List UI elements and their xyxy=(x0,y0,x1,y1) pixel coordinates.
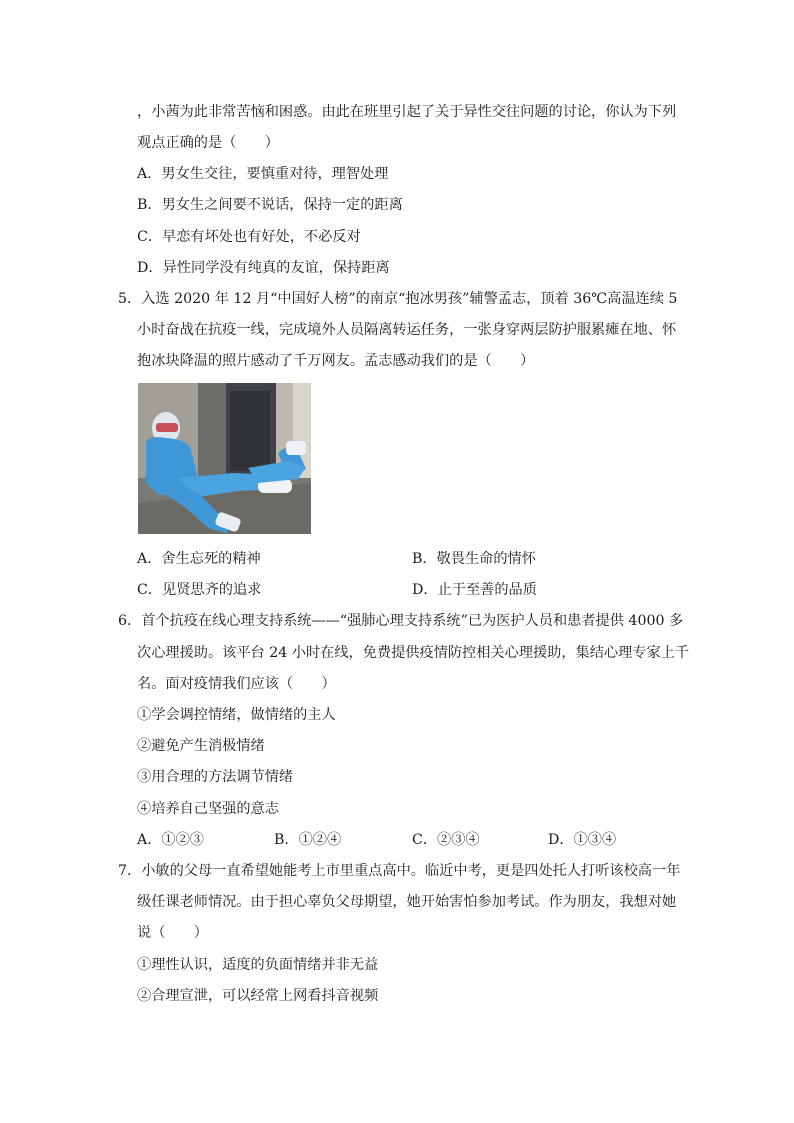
q5-photo xyxy=(138,383,311,534)
q7-statement-2: ②合理宣泄，可以经常上网看抖音视频 xyxy=(137,988,379,1004)
q4-stem-line-1: ，小茜为此非常苦恼和困惑。由此在班里引起了关于异性交往问题的讨论，你认为下列 xyxy=(137,104,677,120)
q4-option-d: D．异性同学没有纯真的友谊，保持距离 xyxy=(137,260,390,276)
q6-option-d: D．①③④ xyxy=(548,832,617,848)
q6-statement-1: ①学会调控情绪，做情绪的主人 xyxy=(137,707,336,723)
q6-option-b: B．①②④ xyxy=(274,832,342,848)
q5-option-b: B．敬畏生命的情怀 xyxy=(412,551,536,567)
q4-option-c: C．早恋有坏处也有好处，不必反对 xyxy=(137,229,361,245)
q6-option-c: C．②③④ xyxy=(412,832,480,848)
q5-stem-line-1: 5．入选 2020 年 12 月“中国好人榜”的南京“抱冰男孩”辅警孟志，顶着 36℃高温连续 5 xyxy=(118,291,678,307)
q4-option-a: A．男女生交往，要慎重对待，理智处理 xyxy=(137,166,389,182)
q6-statement-4: ④培养自己坚强的意志 xyxy=(137,801,279,817)
q4-stem-line-2: 观点正确的是（ ） xyxy=(137,135,279,151)
q5-option-d: D．止于至善的品质 xyxy=(412,582,537,598)
q6-statement-2: ②避免产生消极情绪 xyxy=(137,738,265,754)
q6-statement-3: ③用合理的方法调节情绪 xyxy=(137,769,294,785)
q5-option-a: A．舍生忘死的精神 xyxy=(137,551,261,567)
q7-stem-line-2: 级任课老师情况。由于担心辜负父母期望，她开始害怕参加考试。作为朋友，我想对她 xyxy=(137,894,677,910)
q6-option-a: A．①②③ xyxy=(137,832,204,848)
q4-option-b: B．男女生之间要不说话，保持一定的距离 xyxy=(137,197,403,213)
q5-option-c: C．见贤思齐的追求 xyxy=(137,582,262,598)
q6-stem-line-2: 次心理援助。该平台 24 小时在线，免费提供疫情防控相关心理援助，集结心理专家上千 xyxy=(137,645,690,661)
q6-stem-line-3: 名。面对疫情我们应该（ ） xyxy=(137,676,336,692)
q6-stem-line-1: 6．首个抗疫在线心理支持系统——“强肺心理支持系统”已为医护人员和患者提供 4000 多 xyxy=(118,613,684,629)
q7-stem-line-3: 说（ ） xyxy=(137,925,208,941)
q5-stem-line-2: 小时奋战在抗疫一线，完成境外人员隔离转运任务，一张身穿两层防护服累瘫在地、怀 xyxy=(137,322,677,338)
q5-stem-line-3: 抱冰块降温的照片感动了千万网友。孟志感动我们的是（ ） xyxy=(137,353,535,369)
q7-statement-1: ①理性认识，适度的负面情绪并非无益 xyxy=(137,957,379,973)
q7-stem-line-1: 7．小敏的父母一直希望她能考上市里重点高中。临近中考，更是四处托人打听该校高一年 xyxy=(118,863,681,879)
